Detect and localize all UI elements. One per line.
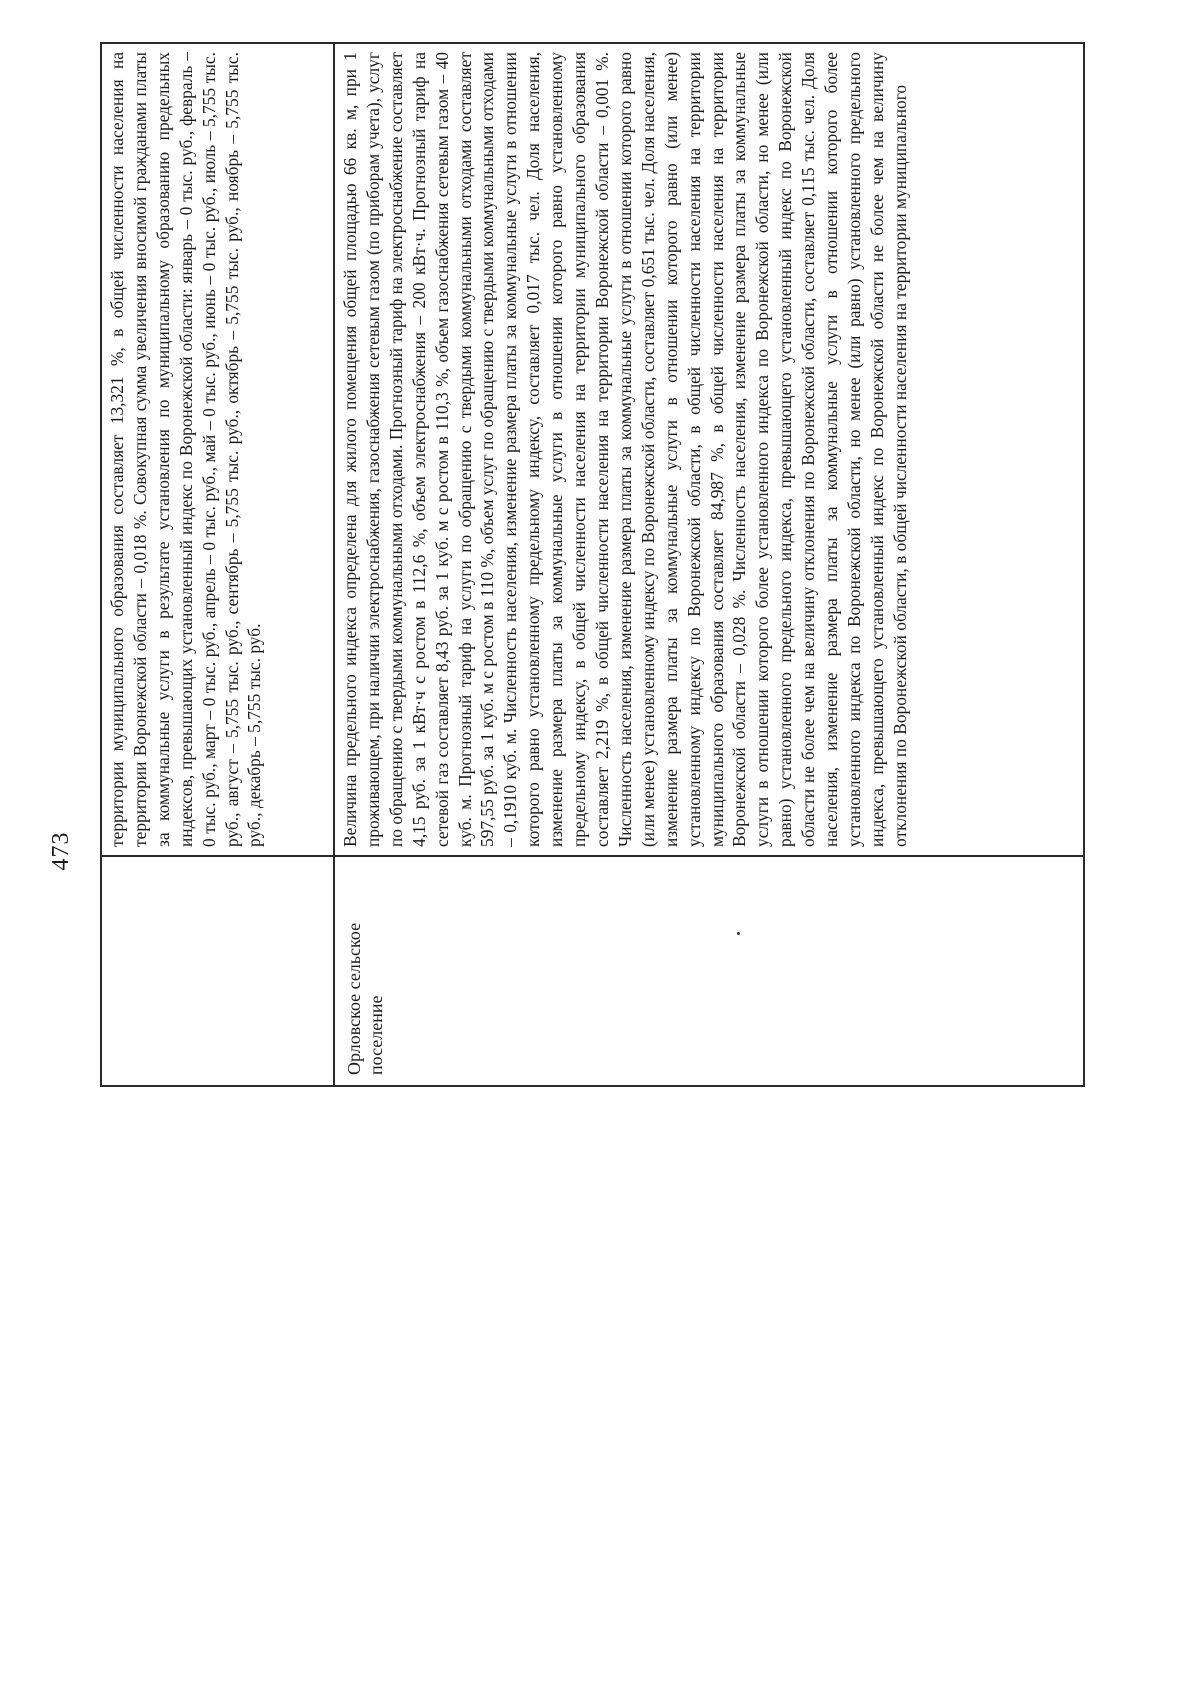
table-row [333, 42, 1085, 1087]
row-label: Орловское сельское поселение [335, 855, 1083, 1085]
table-row [100, 42, 335, 1087]
page-number: 473 [48, 831, 74, 871]
data-table [100, 42, 1085, 1087]
row-text: Величина предельного индекса определена для жилого помещения общей площадью 66 кв. м, при 1 проживающем, при наличии электроснабжения, газоснабжения сетевым газом (по приборам учета), услуг по обращению с твердыми коммунальными отходами. Прогнозный тариф на электроснабжение составляет 4,15 руб. за 1 кВт·ч с ростом в 112,6 %, объем электроснабжения – 200 кВт·ч. Прогнозный тариф на сетевой газ составляет 8,43 руб. за 1 куб. м с ростом в 110,3 %, объем газоснабжения сетевым газом – 40 куб. м. Прогнозный тариф на услуги по обращению с твердыми коммунальными отходами составляет 597,55 руб. за 1 куб. м с ростом в 110 %, объем услуг по обращению с твердыми коммунальными отходами – 0,1910 куб. м. Численность населения, изменение размера платы за коммунальные услуги в отношении которого равно установленному предельному индексу, составляет 0,017 тыс. чел. Доля населения, изменение размера платы за коммунальные услуги в отношении которого равно установленному предельному индексу, в общей численности населения на территории муниципального образования составляет 2,219 %, в общей численности населения на территории Воронежской области – 0,001 %. Численность населения, изменение размера платы за коммунальные услуги в отношении которого равно (или менее) установленному индексу по Воронежской области, составляет 0,651 тыс. чел. Доля населения, изменение размера платы за коммунальные услуги в отношении которого равно (или менее) установленному индексу по Воронежской области, в общей численности населения на территории муниципального образования составляет 84,987 %, в общей численности населения на территории Воронежской области – 0,028 %. Численность населения, изменение размера платы за коммунальные услуги в отношении которого более установленного индекса по Воронежской области, но менее (или равно) установленного предельного индекса, превышающего установленный индекс по Воронежской области не более чем на величину отклонения по Воронежской области, составляет 0,115 тыс. чел. Доля населения, изменение размера платы за коммунальные услуги в отношении которого более установленного индекса по Воронежской области, но менее (или равно) установленного предельного индекса, превышающего установленный индекс по Воронежской области не более чем на величину отклонения по Воронежской области, в общей численности населения на территории муниципального [340, 52, 910, 847]
scan-speck [737, 932, 740, 935]
row-label [102, 855, 335, 1085]
row-text: территории муниципального образования составляет 13,321 %, в общей численности населения на территории Воронежской области – 0,018 %. Совокупная сумма увеличения вносимой гражданами платы за коммунальные услуги в результате установления по муниципальному образованию предельных индексов, превышающих установленный индекс по Воронежской области: январь – 0 тыс. руб., февраль – 0 тыс. руб., март – 0 тыс. руб., апрель – 0 тыс. руб., май – 0 тыс. руб., июнь – 0 тыс. руб., июль – 5,755 тыс. руб., август – 5,755 тыс. руб., сентябрь – 5,755 тыс. руб., октябрь – 5,755 тыс. руб., ноябрь – 5,755 тыс. руб., декабрь – 5,755 тыс. руб. [107, 52, 265, 847]
